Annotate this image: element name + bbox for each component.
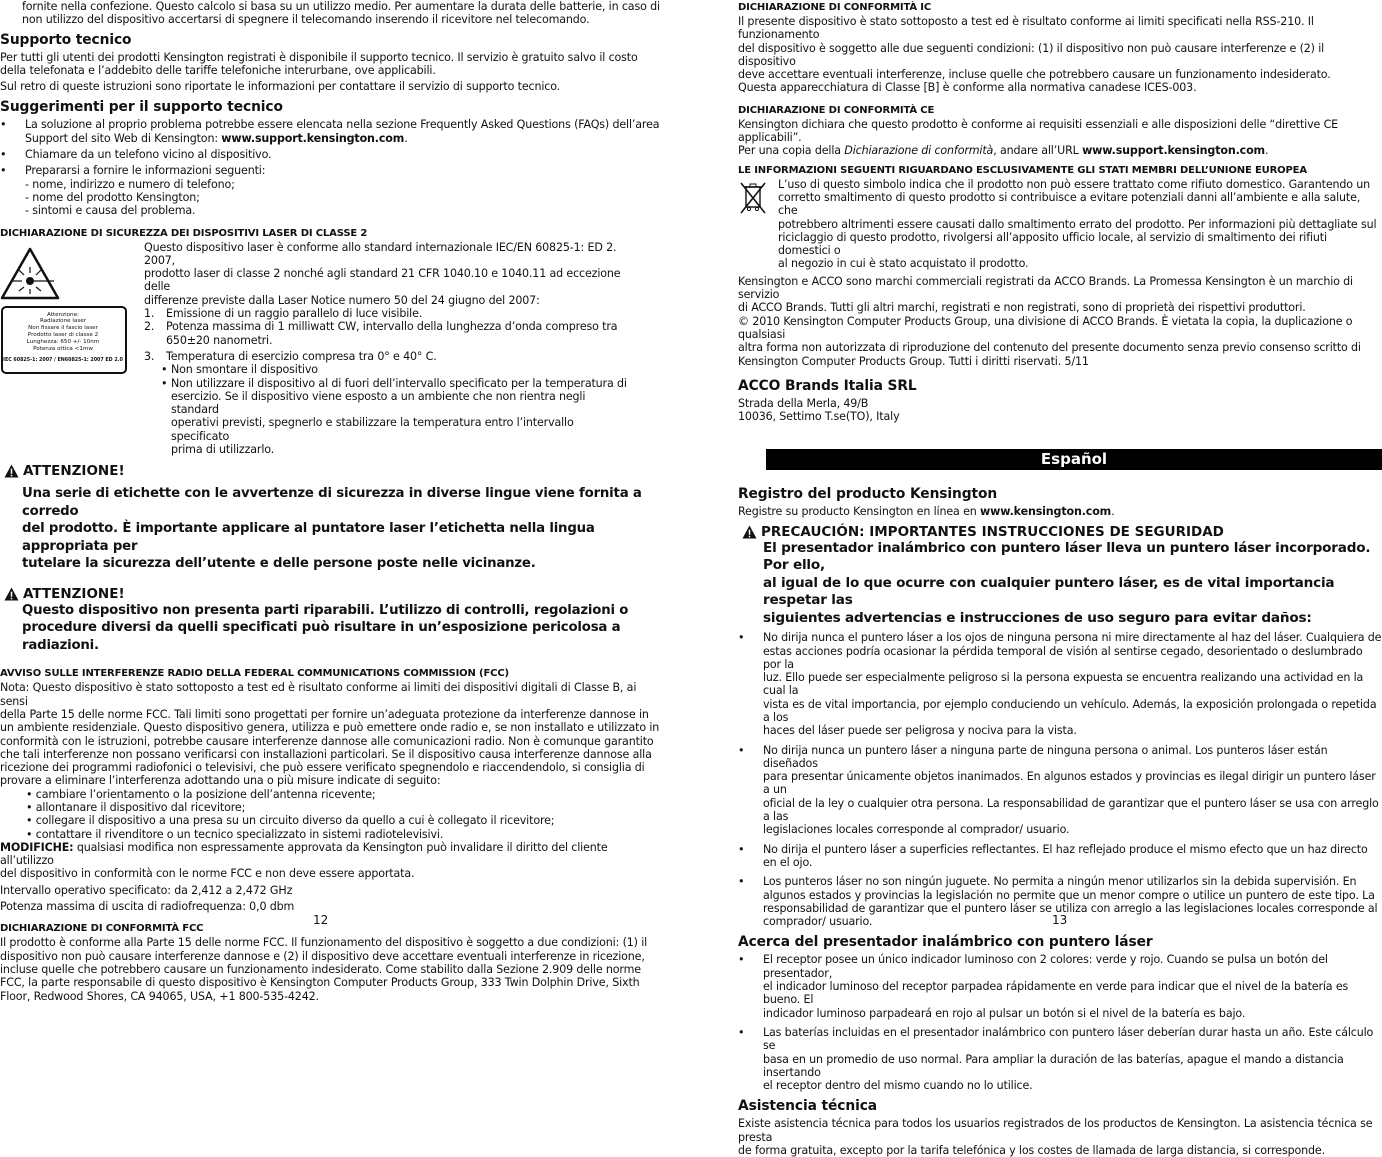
list-item: 1. Emissione di un raggio parallelo di luce visibile. (144, 307, 423, 321)
laser-title: DICHIARAZIONE DI SICUREZZA DEI DISPOSITIVI LASER DI CLASSE 2 (0, 227, 368, 239)
about-line: basa en un promedio de uso normal. Para ampliar la duración de las baterías, apague el mando a distancia insertando (763, 1052, 1344, 1079)
support-line: della telefonata e l’addebito delle tariffe telefoniche interurbane, ove applicabili. (0, 63, 436, 77)
list-item: • Non utilizzare il dispositivo al di fuori dell’intervallo specificato per la temperatura di esercizio. Se il dispositivo viene esposto a un ambiente che non rientra negli standard operativi previsti, spegnerlo e stabilizzare la temperatura entro l’intervallo specificato prima di utilizzarlo. (144, 377, 634, 457)
reg-url-link[interactable]: www.kensington.com (980, 505, 1112, 519)
acco-address: 10036, Settimo T.se(TO), Italy (738, 410, 900, 424)
prec-line: haces del láser puede ser peligrosa y nociva para la vista. (763, 724, 1077, 738)
laser-sub: Non utilizzare il dispositivo al di fuori dell’intervallo specificato per la temperatura di (170, 376, 627, 390)
prec-line: Los punteros láser no son ningún juguete. No permita a ningún menor utilizarlos sin la debida supervisión. En (763, 875, 1357, 889)
about-title: Acerca del presentador inalámbrico con puntero láser (738, 934, 1153, 951)
fcc-title: AVVISO SULLE INTERFERENZE RADIO DELLA FEDERAL COMMUNICATIONS COMMISSION (FCC) (0, 668, 509, 680)
fcc-conf-line: FCC, la parte responsabile di questo dispositivo è Kensington Computer Products Group, 333 Twin Dolphin Drive, Sixth (0, 976, 640, 990)
tips-line: Prepararsi a fornire le informazioni seguenti: (25, 164, 266, 178)
left-page (0, 0, 660, 1003)
fcc-item: • cambiare l’orientamento o la posizione dell’antenna ricevente; (26, 787, 376, 801)
acco-address: Strada della Merla, 49/B (738, 396, 869, 410)
eu-line: potrebbero altrimenti essere causati dallo smaltimento errato del prodotto. Per informazioni più dettagliate sul (778, 217, 1377, 231)
tech-line: de forma gratuita, excepto por la tarifa telefónica y los costes de llamada de larga distancia, si corresponde. (738, 1144, 1325, 1157)
eu-line: al negozio in cui è stato acquistato il prodotto. (778, 257, 1029, 271)
fcc-line: Nota: Questo dispositivo è stato sottoposto a test ed è risultato conforme ai limiti dei dispositivi digitali di Classe B, ai sensi (0, 681, 637, 708)
intro-line: non utilizzo del dispositivo accertarsi di spegnere il telecomando inserendo il ricevitore nel telecomando. (22, 13, 590, 27)
warning-title (4, 586, 660, 602)
warning-title-text: PRECAUCIÓN: IMPORTANTES INSTRUCCIONES DE SEGURIDAD (761, 523, 1224, 540)
tech-title: Asistencia técnica (738, 1098, 877, 1115)
fcc-mod-text: qualsiasi modifica non espressamente approvata da Kensington può invalidare il diritto del cliente all’utilizzo (0, 840, 608, 868)
laser-line: prodotto laser di classe 2 nonché agli standard 21 CFR 1040.10 e 1040.11 ad eccezione delle (144, 267, 621, 294)
warning-line: tutelare la sicurezza dell’utente e delle persone poste nelle vicinanze. (22, 556, 536, 572)
about-line: Las baterías incluidas en el presentador inalámbrico con puntero láser deberían durar hasta un año. Este cálculo se (763, 1025, 1374, 1053)
laser-item: 650±20 nanometri. (166, 333, 273, 347)
about-line: indicador luminoso parpadeará en rojo al pulsar un botón si el nivel de la batería es bajo. (763, 1006, 1246, 1020)
label-line: Lunghezza: 650 +/- 10nm (26, 338, 100, 345)
ce-title: DICHIARAZIONE DI CONFORMITÀ CE (738, 104, 935, 116)
fcc-conf-line: incluse quelle che potrebbero causare un funzionamento indesiderato. Come stabilito dalla Sezione 2.909 delle norme (0, 962, 641, 976)
label-line: Prodotto laser di classe 2 (27, 331, 99, 338)
fcc-line: ricezione dei programmi radiofonici o televisivi, che può essere verificato spegnendolo e riaccendendolo, si consiglia di (0, 761, 645, 775)
list-item: • Los punteros láser no son ningún juguete. No permita a ningún menor utilizarlos sin la debida supervisión. En algunos estados y provincias la legislación no permite que un menor compre o utilice un puntero de este tipo. La responsabilidad de garantizar que el puntero láser se utiliza con arreglo a las legislaciones locales corresponde al comprador/ usuario. (738, 875, 1378, 929)
trademark-line: di ACCO Brands. Tutti gli altri marchi, registrati e non registrati, sono di proprietà dei rispettivi produttori. (738, 301, 1306, 315)
laser-line: differenze previste dalla Laser Notice numero 50 del 24 giugno del 2007: (144, 293, 540, 307)
list-item: • Chiamare da un telefono vicino al dispositivo. (0, 148, 272, 162)
intro-line: fornite nella confezione. Questo calcolo si basa su un utilizzo medio. Per aumentare la durata delle batterie, in caso di (22, 0, 660, 13)
ce-text: , andare all’URL (993, 144, 1083, 158)
tips-end: . (404, 131, 408, 145)
ic-title: DICHIARAZIONE DI CONFORMITÀ IC (738, 2, 932, 13)
label-line: Radiazione laser (39, 318, 87, 325)
eu-title: LE INFORMAZIONI SEGUENTI RIGUARDANO ESCLUSIVAMENTE GLI STATI MEMBRI DELL’UNIONE EUROPEA (738, 164, 1307, 176)
list-item: • Non smontare il dispositivo (161, 363, 318, 377)
warning-icon (742, 525, 757, 539)
prec-line: responsabilidad de garantizar que el puntero láser se utiliza con arreglo a las legislaciones locales corresponde al (763, 901, 1378, 915)
fcc-line: della Parte 15 delle norme FCC. Tali limiti sono progettati per fornire un’adeguata protezione da interferenze dannose in (0, 707, 649, 721)
ic-line: deve accettare eventuali interferenze, incluse quelle che potrebbero causare un funzionamento indesiderato. (738, 68, 1331, 82)
warning-title (4, 463, 660, 479)
laser-item: Emissione di un raggio parallelo di luce visibile. (166, 307, 423, 321)
fcc-mod-text: del dispositivo in conformità con le norme FCC e non deve essere apportata. (0, 867, 415, 881)
tips-line: Chiamare da un telefono vicino al dispositivo. (25, 148, 272, 162)
trademark-line: Kensington e ACCO sono marchi commerciali registrati da ACCO Brands. La Promessa Kensington è un marchio di servizio (738, 274, 1353, 302)
ce-text: Per una copia della (738, 144, 845, 158)
ic-line: Il presente dispositivo è stato sottoposto a test ed è risultato conforme ai limiti specificati nella RSS-210. Il funzionamento (738, 15, 1314, 42)
reg-line (738, 505, 1382, 518)
about-line: el indicador luminoso del receptor parpadea rápidamente en verde para indicar que el nivel de la batería es bueno. El (763, 980, 1349, 1007)
trademark-line: © 2010 Kensington Computer Products Group, una divisione di ACCO Brands. È vietata la copia, la duplicazione o qualsiasi (738, 314, 1353, 341)
about-line: el receptor dentro del mismo cuando no lo utilice. (763, 1079, 1033, 1093)
list-item: 2. Potenza massima di 1 milliwatt CW, intervallo della lunghezza d’onda compreso tra 650±20 nanometri. (144, 320, 618, 347)
ic-line: del dispositivo è soggetto alle due seguenti condizioni: (1) il dispositivo non può causare interferenze e (2) il dispositivo (738, 41, 1325, 68)
ce-text: . (1264, 144, 1269, 158)
laser-sub: Non smontare il dispositivo (171, 363, 318, 377)
reg-text: Registre su producto Kensington en línea en (738, 505, 980, 519)
eu-line: corretto smaltimento di questo prodotto si contribuisce a evitare potenziali danni all’ambiente e alla salute, che (778, 190, 1361, 218)
sub-item: - sintomi e causa del problema. (25, 204, 196, 218)
tips-text: Support del sito Web di Kensington: (25, 131, 222, 145)
eu-line: L’uso di questo simbolo indica che il prodotto non può essere trattato come rifiuto domestico. Garantendo un (778, 177, 1371, 191)
warning-title (742, 524, 1382, 540)
prec-line: vista es de vital importancia, por ejemplo conduciendo un vehículo. Además, la exposición prolongada o repetida a los (763, 697, 1377, 724)
fcc-line: provare a eliminare l’interferenza adottando una o più misure indicate di seguito: (0, 774, 441, 788)
language-band: Español (766, 449, 1382, 470)
prec-line: para presentar únicamente objetos inanimados. En algunos estados y provincias es ilegal dirigir un puntero láser a un (763, 770, 1376, 797)
laser-sub: esercizio. Se il dispositivo viene esposto a un ambiente che non rientra negli standard (170, 389, 586, 417)
tips-line (25, 132, 659, 145)
fcc-item: • allontanare il dispositivo dal ricevitore; (26, 800, 246, 814)
label-line: Non fissare il fascio laser (28, 325, 98, 332)
prec-line: No dirija nunca un puntero láser a ninguna parte de ninguna persona o animal. Los punteros láser están diseñados (763, 743, 1328, 770)
list-item: • No dirija nunca un puntero láser a ninguna parte de ninguna persona o animal. Los punteros láser están diseñados para presentar únicamente objetos inanimados. En algunos estados y provincias es ilegal dirigir un puntero láser a un oficial de la ley o cualquier otra persona. La responsabilidad de garantizar que el puntero láser se usa con arreglo a las legislaciones locales corresponde al comprador/ usuario. (738, 744, 1382, 837)
list-item: • Las baterías incluidas en el presentador inalámbrico con puntero láser deberían durar hasta un año. Este cálculo se basa en un promedio de uso normal. Para ampliar la duración de las baterías, apague el mando a distancia insertando el receptor dentro del mismo cuando no lo utilice. (738, 1026, 1382, 1092)
reg-title: Registro del producto Kensington (738, 486, 998, 503)
warning-line: El presentador inalámbrico con puntero láser lleva un puntero láser incorporado. Por ello, (763, 539, 1371, 574)
fcc-conformity-title: DICHIARAZIONE DI CONFORMITÀ FCC (0, 923, 204, 935)
fcc-line: che tali interferenze non possano verificarsi con installazioni particolari. Se il dispositivo causa interferenze dannose alla (0, 747, 652, 761)
ce-url-link[interactable]: www.support.kensington.com (1082, 144, 1265, 158)
right-page (738, 0, 1382, 1157)
reg-text: . (1111, 505, 1115, 519)
ce-line: Kensington dichiara che questo prodotto è conforme ai requisiti essenziali e alle disposizioni delle “direttive CE applicabili”. (738, 117, 1339, 145)
fcc-mod-label: MODIFICHE: (0, 840, 74, 854)
prec-line: comprador/ usuario. (763, 915, 873, 929)
sub-item: - nome del prodotto Kensington; (25, 190, 200, 204)
tips-title: Suggerimenti per il supporto tecnico (0, 99, 283, 116)
prec-line: legislaciones locales corresponde al comprador/ usuario. (763, 823, 1070, 837)
acco-title: ACCO Brands Italia SRL (738, 377, 917, 394)
fcc-line: conformità con le istruzioni, potrebbe causare interferenze dannose alle comunicazioni radio. Non è comunque garantito (0, 734, 654, 748)
list-item: 3. Temperatura di esercizio compresa tra 0° e 40° C. (144, 349, 437, 363)
warning-line: procedure diversi da quelli specificati può risultare in un’esposizione pericolosa a (22, 620, 621, 636)
prec-line: algunos estados y provincias la legislación no permite que un menor compre o utilice un puntero de este tipo. La (763, 888, 1375, 902)
warning-line: Questo dispositivo non presenta parti riparabili. L’utilizzo di controlli, regolazioni o (22, 602, 629, 618)
precaution-block (738, 524, 1382, 628)
fcc-conf-line: dispositivo non può causare interferenze dannose e (2) il dispositivo deve accettare eventuali interferenze in ricezione, (0, 949, 645, 963)
prec-line: oficial de la ley o cualquier otra persona. La responsabilidad de garantizar que el puntero láser se usa con arreglo a las (763, 796, 1379, 824)
label-line: Potenza ottica <1mw (33, 345, 93, 352)
laser-sub: operativi previsti, spegnerlo e stabilizzare la temperatura entro l’intervallo specificato (170, 416, 574, 443)
list-item: • El receptor posee un único indicador luminoso con 2 colores: verde y rojo. Cuando se pulsa un botón del presentador, el indicador luminoso del receptor parpadea rápidamente en verde para indicar que el nivel de la batería es bueno. El indicador luminoso parpadeará en rojo al pulsar un botón si el nivel de la batería es bajo. (738, 953, 1382, 1019)
warning-title-text: ATTENZIONE! (23, 585, 125, 602)
list-item: • La soluzione al proprio problema potrebbe essere elencata nella sezione Frequently Asked Questions (FAQs) dell’area Support del sito Web di Kensington: www.support.kensington.com. (0, 118, 660, 145)
laser-item: Potenza massima di 1 milliwatt CW, intervallo della lunghezza d’onda compreso tra (166, 320, 618, 334)
fcc-conf-line: Il prodotto è conforme alla Parte 15 delle norme FCC. Il funzionamento del dispositivo è soggetto a due condizioni: (1) il (0, 936, 648, 950)
eu-line: riciclaggio di questo prodotto, rivolgersi all’apposito ufficio locale, al servizio di smaltimento dei rifiuti domestici o (778, 230, 1327, 258)
laser-labels (0, 241, 144, 457)
fcc-power: Potenza massima di uscita di radiofrequenza: 0,0 dbm (0, 900, 295, 914)
prec-line: No dirija el puntero láser a superficies reflectantes. El haz reflejado produce el mismo efecto que un haz directo en el ojo. (763, 842, 1368, 869)
fcc-item: • contattare il rivenditore o un tecnico specializzato in sistemi radiotelevisivi. (26, 827, 444, 841)
fcc-range: Intervallo operativo specificato: da 2,412 a 2,472 GHz (0, 883, 293, 897)
tips-line: La soluzione al proprio problema potrebbe essere elencata nella sezione Frequently Asked Questions (FAQs) dell’area (25, 118, 660, 132)
fcc-conf-line: Floor, Redwood Shores, CA 94065, USA, +1 800-535-4242. (0, 989, 319, 1003)
list-item: • No dirija nunca el puntero láser a los ojos de ninguna persona ni mire directamente al haz del láser. Cualquiera de estas acciones podría ocasionar la pérdida temporal de visión al sentirse cegado, desorientado o deslumbrado por la luz. Ello puede ser especialmente peligroso si la persona expuesta se encuentra realizando una actividad en la cual la vista es de vital importancia, por ejemplo conduciendo un vehículo. Además, la exposición prolongada o repetida a los haces del láser puede ser peligrosa y nociva para la vista. (738, 631, 1382, 738)
warning-line: radiazioni. (22, 637, 99, 653)
fcc-line: un ambiente residenziale. Questo dispositivo genera, utilizza e può emettere onde radio e, se non installato e utilizzato in (0, 721, 660, 735)
laser-item: Temperatura di esercizio compresa tra 0° e 40° C. (166, 349, 437, 363)
warning-icon (4, 464, 19, 478)
prec-line: No dirija nunca el puntero láser a los ojos de ninguna persona ni mire directamente al haz del láser. Cualquiera de (763, 631, 1382, 645)
warning-block (0, 463, 660, 573)
ce-doc-name: Dichiarazione di conformità (844, 144, 994, 158)
fcc-item: • collegare il dispositivo a una presa su un circuito diverso da quello a cui è collegato il ricevitore; (26, 814, 555, 828)
weee-bin-icon (738, 178, 778, 271)
list-item: • Prepararsi a fornire le informazioni seguenti: - nome, indirizzo e numero di telefono; - nome del prodotto Kensington; - sintomi e causa del problema. (0, 164, 266, 218)
warning-icon (4, 587, 19, 601)
support-line: Sul retro di queste istruzioni sono riportate le informazioni per contattare il servizio di supporto tecnico. (0, 80, 561, 94)
laser-sub: prima di utilizzarlo. (170, 443, 275, 457)
page-number: 12 (313, 913, 329, 927)
tech-line: Existe asistencia técnica para todos los usuarios registrados de los productos de Kensington. La asistencia técnica se presta (738, 1117, 1373, 1144)
sub-item: - nome, indirizzo e numero di telefono; (25, 177, 235, 191)
warning-block (0, 586, 660, 655)
support-line: Per tutti gli utenti dei prodotti Kensington registrati è disponibile il supporto tecnico. Il servizio è gratuito salvo il costo (0, 50, 638, 64)
page-number: 13 (1052, 913, 1068, 927)
support-title: Supporto tecnico (0, 31, 132, 48)
trademark-line: Kensington Computer Products Group. Tutti i diritti riservati. 5/11 (738, 354, 1089, 368)
warning-line: Una serie di etichette con le avvertenze di sicurezza in diverse lingue viene fornita a corredo (22, 486, 642, 519)
warning-line: siguientes advertencias e instrucciones de uso seguro para evitar daños: (763, 609, 1312, 626)
about-line: El receptor posee un único indicador luminoso con 2 colores: verde y rojo. Cuando se pulsa un botón del presentador, (763, 953, 1328, 980)
warning-line: al igual de lo que ocurre con cualquier puntero láser, es de vital importancia respetar las (763, 574, 1335, 609)
ce-line (738, 144, 1382, 157)
label-line: Attenzione: (47, 311, 79, 318)
laser-warning-icon (0, 241, 130, 376)
warning-line: del prodotto. È importante applicare al puntatore laser l’etichetta nella lingua appropriata per (22, 521, 595, 554)
ic-line: Questa apparecchiatura di Classe [B] è conforme alla normativa canadese ICES-003. (738, 81, 1197, 95)
prec-line: luz. Ello puede ser especialmente peligroso si la persona expuesta se encuentra realizando una actividad en la cual la (763, 671, 1364, 698)
prec-line: estas acciones podría ocasionar la pérdida temporal de visión al sentirse cegado, desorientado o deslumbrado por la (763, 644, 1363, 671)
laser-line: Questo dispositivo laser è conforme allo standard internazionale IEC/EN 60825-1: ED 2. 2007, (144, 240, 617, 267)
trademark-line: altra forma non autorizzata di riproduzione del contenuto del presente documento senza previo consenso scritto di (738, 341, 1361, 355)
warning-title-text: ATTENZIONE! (23, 463, 125, 480)
label-footer: IEC 60825-1: 2007 / EN60825-1: 2007 ED 2.0 (3, 358, 123, 364)
fcc-mod-line (0, 841, 660, 868)
support-url-link[interactable]: www.support.kensington.com (221, 131, 405, 145)
list-item: • No dirija el puntero láser a superficies reflectantes. El haz reflejado produce el mismo efecto que un haz directo en el ojo. (738, 843, 1382, 870)
